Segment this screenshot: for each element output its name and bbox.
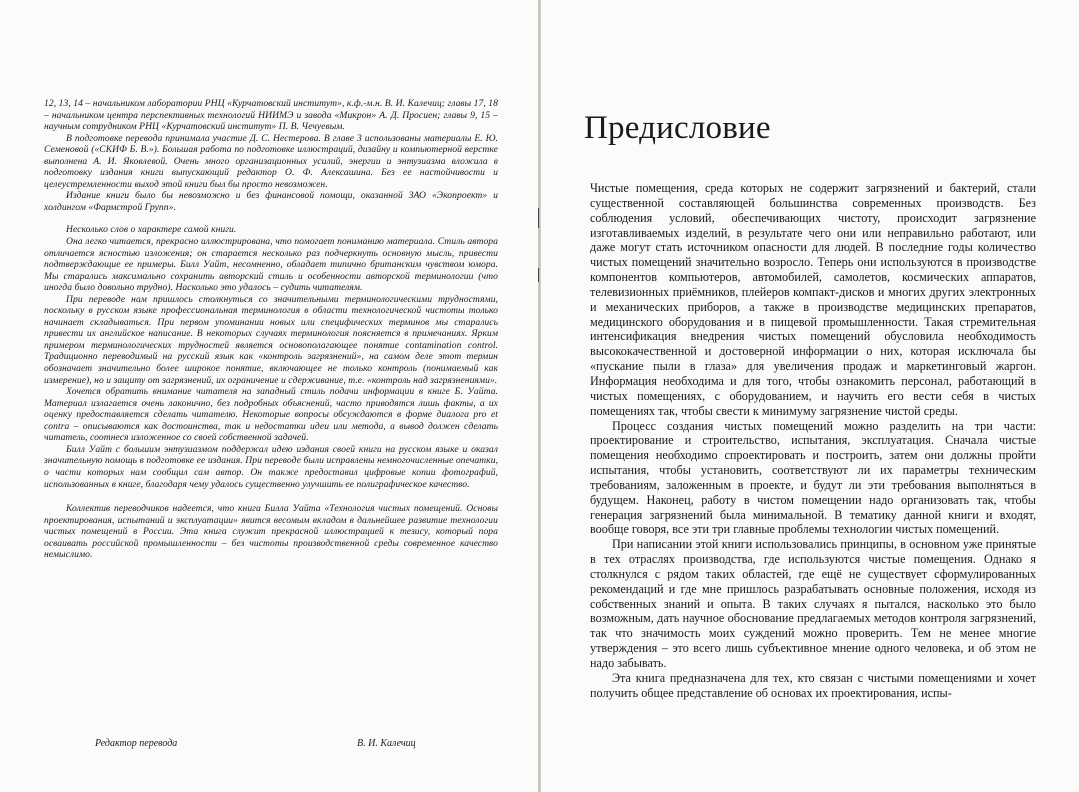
left-paragraph: В подготовке перевода принимала участие Д. С. Нестерова. В главе 3 использованы материалы Е. Ю. Семеновой («СКИФ Б. В.»). Большая работа по подготовке иллюстраций, дизайну и компьютерной верстке выполнена А. И. Яковлевой. Очень много организационных усилий, энергии и энтузиазма вложила в подготовку издания книги выпускающий редактор О. Ф. Алексашина. Без ее настойчивости и целеустремленности выход этой книги был бы просто невозможен. [44, 132, 498, 190]
right-paragraph: При написании этой книги использовались принципы, в основном уже принятые в тех отраслях производства, где используются чистые помещения. Однако я столкнулся с рядом таких областей, где ещё не существует сформулированных рекомендаций и где мне пришлось разрабатывать основные положения, исходя из собственных знаний и опыта. В таких случаях я пытался, насколько это было возможным, дать научное обоснование предлагаемых методов контроля загрязнений, так что значимость моих суждений можно проверить. Тем не менее многие утверждения – это всего лишь субъективное мнение одного человека, и об этом не надо забывать. [590, 537, 1036, 670]
signature-role: Редактор перевода [95, 738, 178, 749]
left-paragraph: Несколько слов о характере самой книги. [66, 224, 237, 236]
left-page-text [44, 98, 498, 561]
gutter-mark [538, 208, 539, 228]
left-paragraph: Она легко читается, прекрасно иллюстрирована, что помогает пониманию материала. Стиль автора отличается ясностью изложения; он старается несколько раз подчеркнуть основную мысль, привести подтверждающие ее примеры. Билл Уайт, несомненно, обладает типично британским чувством юмора. Мы старались максимально сохранить авторский стиль и особенности авторской терминологии (что иногда было довольно трудно). Насколько это удалось – судить читателям. [44, 236, 498, 294]
right-paragraph: Процесс создания чистых помещений можно разделить на три части: проектирование и строительство, испытания, эксплуатация. Сначала чистые помещения необходимо спроектировать и построить, затем они должны пройти испытания, чтобы установить, соответствуют ли их параметры техническим требованиям, заложенным в проекте, и будут ли эти требования выполняться в будущем. Наконец, работу в чистом помещении надо организовать так, чтобы генерация загрязнений была минимальной. В тематику данной книги и входят, вообще говоря, все эти три главные проблемы технологии чистых помещений. [590, 418, 1036, 537]
gutter-mark [538, 268, 539, 282]
right-page-text [590, 181, 1036, 701]
left-paragraph: При переводе нам пришлось столкнуться со значительными терминологическими трудностями, поскольку в русском языке профессиональная терминология в области технологической чистоты только начинает складываться. При первом упоминании новых или специфических терминов мы старались привести их английское написание. В некоторых случаях терминология поясняется в примечаниях. Ярким примером терминологических трудностей является основополагающее понятие contamination control. Традиционно переводимый на русский язык как «контроль загрязнений», на самом деле этот термин обозначает значительно более широкое понятие, включающее не только контроль (понимаемый как измерение), но и защиту от загрязнений, их ограничение и сдерживание, т.е. «контроль над загрязнениями». [44, 293, 498, 386]
left-paragraph: Хочется обратить внимание читателя на западный стиль подачи информации в книге Б. Уайта. Материал излагается очень лаконично, без подробных объяснений, часто приводятся лишь факты, а их оценку предоставляется сделать читателю. Некоторые вопросы обсуждаются в форме диалога pro et contra – описываются как достоинства, так и недостатки идеи или метода, а вывод должен сделать читатель, соотнеся изложенное со своей собственной задачей. [44, 386, 498, 444]
right-paragraph: Чистые помещения, среда которых не содержит загрязнений и бактерий, стали существенной составляющей большинства современных производств. Без соблюдения условий, обеспечивающих чистоту, происходит загрязнение изготавливаемых изделий, в результате чего они или неправильно работают, или даже могут стать источником опасности для людей. В последние годы количество чистых помещений значительно возросло. Теперь они используются в производстве компонентов компьютеров, автомобилей, самолетов, космических аппаратов, телевизионных приёмников, плейеров компакт-дисков и многих других электронных и механических приборов, а также в производстве медицинских препаратов, медицинского оборудования и в пищевой промышленности. Такая стремительная интенсификация внедрения чистых помещений обусловила необходимость высококачественной и достоверной информации о них, которая исключала бы «пускание пыли в глаза» для увеличения продаж и маркетинговый жаргон. Информация необходима и для того, чтобы ознакомить персонал, работающий в чистых помещениях, с оборудованием, и научить его вести себя в чистых помещениях так, чтобы свести к минимуму загрязнение чистой среды. [590, 181, 1036, 418]
left-paragraph: 12, 13, 14 – начальником лаборатории РНЦ «Курчатовский институт», к.ф.-м.н. В. И. Калечиц; главы 17, 18 – начальником центра перспективных технологий НИИМЭ и завода «Микрон» А. Д. Просиен; главы 9, 15 – научным сотрудником РНЦ «Курчатовский институт» П. В. Чечуевым. [44, 98, 498, 133]
left-paragraph: Билл Уайт с большим энтузиазмом поддержал идею издания своей книги на русском языке и оказал значительную помощь в подготовке ее издания. При переводе были исправлены немногочисленные опечатки, о части которых нам сообщил сам автор. Он также предоставил цифровые копии фотографий, использованных в книге, благодаря чему удалось существенно улучшить ее полиграфическое качество. [44, 443, 498, 490]
left-paragraph: Коллектив переводчиков надеется, что книга Билла Уайта «Технология чистых помещений. Основы проектирования, испытаний и эксплуатации» явится весомым вкладом в дальнейшее развитие технологии чистых помещений в России. Эта книга служит прекрасной иллюстрацией к тезису, который пора осваивать российской промышленности – без чистоты производственной среды современное качество немыслимо. [44, 503, 498, 561]
right-paragraph: Эта книга предназначена для тех, кто связан с чистыми помещениями и хочет получить общее представление об основах их проектирования, испы- [590, 670, 1036, 700]
left-paragraph: Издание книги было бы невозможно и без финансовой помощи, оказанной ЗАО «Экопроект» и холдингом «Фармстрой Групп». [44, 190, 498, 213]
signature-name: В. И. Калечиц [357, 738, 416, 749]
page-title: Предисловие [584, 110, 771, 146]
